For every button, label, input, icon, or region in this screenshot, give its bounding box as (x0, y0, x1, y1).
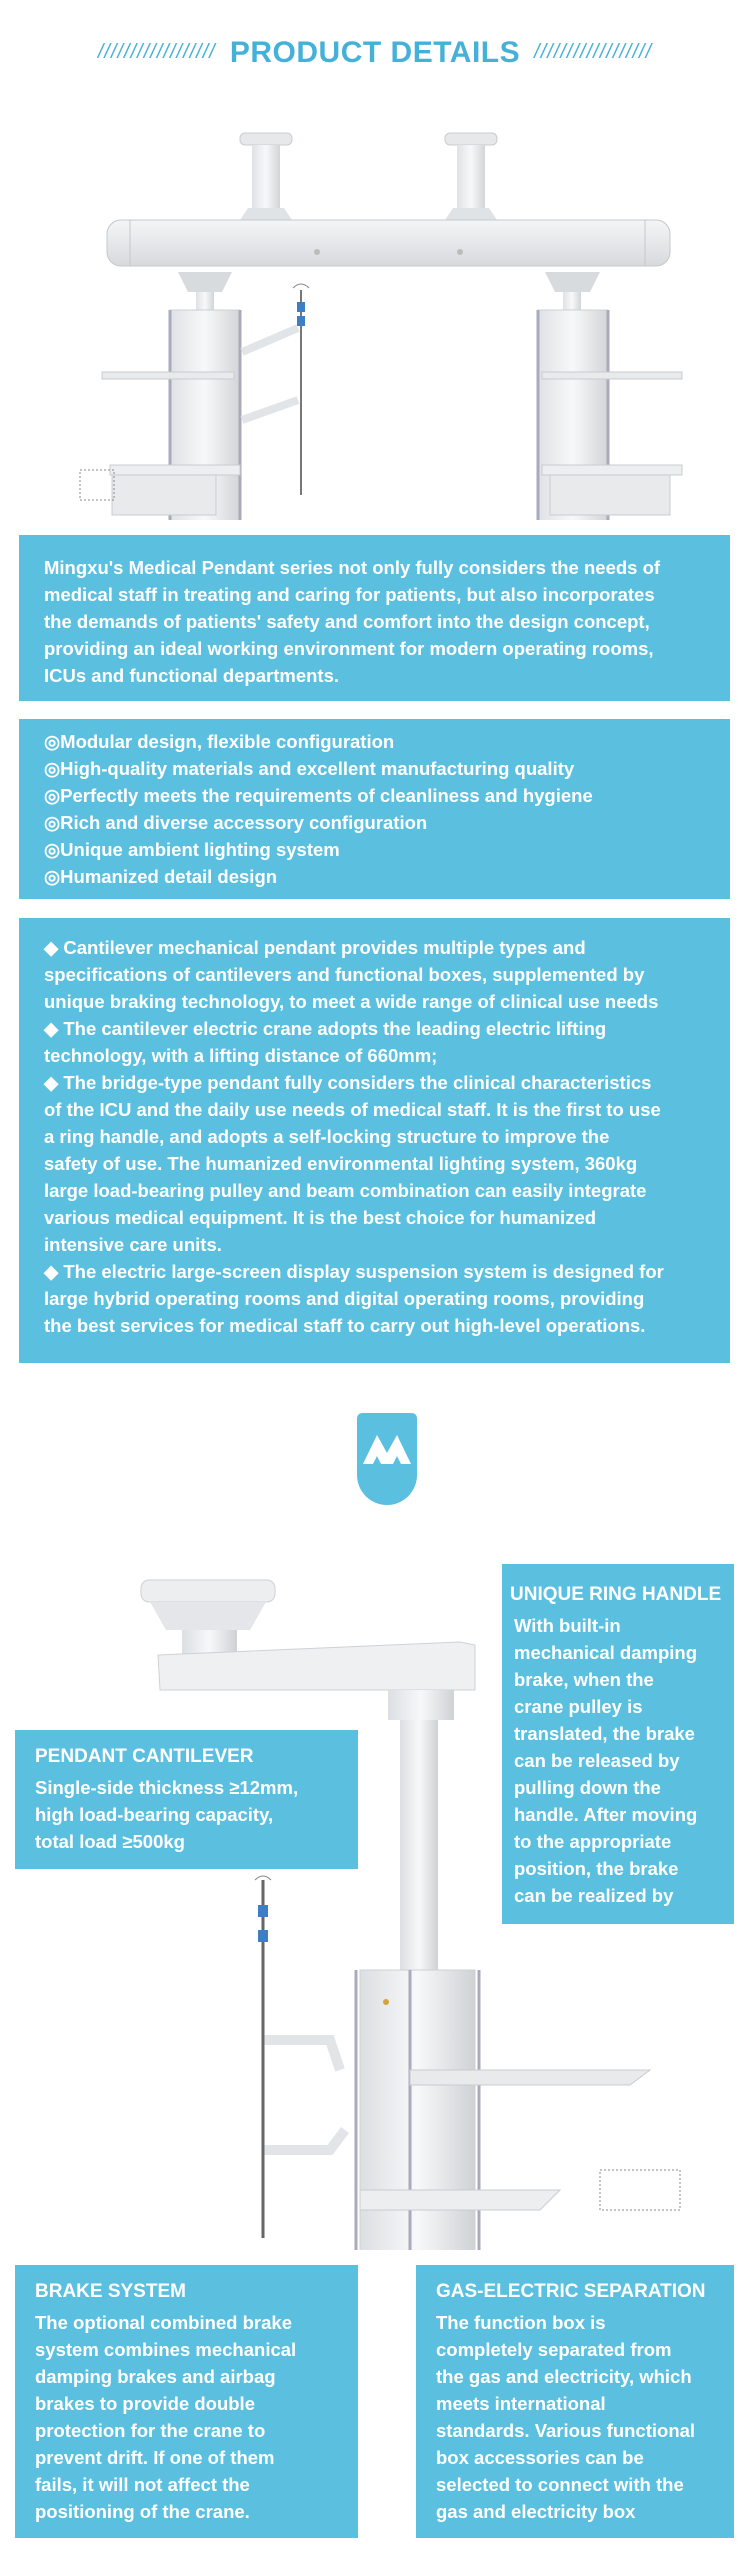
bullet-circle-icon: ◎ (44, 731, 61, 752)
callout-text-line: mechanical damping (514, 1642, 697, 1663)
bullet-circle-icon: ◎ (44, 839, 61, 860)
brake-system-callout (15, 2265, 358, 2538)
callout-text-line: the gas and electricity, which (436, 2366, 692, 2387)
description-line: various medical equipment. It is the best choice for humanized (44, 1207, 597, 1228)
callout-text-line: With built-in (514, 1615, 621, 1636)
callout-text-line: to the appropriate (514, 1831, 672, 1852)
callout-text-line: protection for the crane to (35, 2420, 266, 2441)
brand-logo-icon (357, 1413, 417, 1505)
description-line: of the ICU and the daily use needs of medical staff. It is the first to use (44, 1099, 661, 1120)
callout-text-line: brake, when the (514, 1669, 654, 1690)
callout-text-line: damping brakes and airbag (35, 2366, 276, 2387)
bridge-pendant-image (0, 120, 750, 520)
section-title-text: PRODUCT DETAILS (229, 36, 521, 69)
gas-electric-callout (416, 2265, 734, 2538)
callout-text-line: high load-bearing capacity, (35, 1804, 274, 1825)
description-line: intensive care units. (44, 1234, 222, 1255)
ring-handle-callout (502, 1564, 734, 1924)
callout-text-line: box accessories can be (436, 2447, 644, 2468)
description-line: large load-bearing pulley and beam combination can easily integrate (44, 1180, 647, 1201)
callout-title: GAS-ELECTRIC SEPARATION (436, 2281, 706, 2302)
callout-text-line: completely separated from (436, 2339, 672, 2360)
description-line: the best services for medical staff to carry out high-level operations. (44, 1315, 646, 1336)
callout-text-line: pulling down the (514, 1777, 661, 1798)
callout-text-line: position, the brake (514, 1858, 679, 1879)
callout-title: PENDANT CANTILEVER (35, 1746, 254, 1767)
intro-line: providing an ideal working environment for modern operating rooms, (44, 638, 654, 659)
callout-text-line: can be released by (514, 1750, 680, 1771)
callout-text-line: can be realized by (514, 1885, 674, 1906)
bullet-circle-icon: ◎ (44, 866, 61, 887)
bullet-circle-icon: ◎ (44, 758, 61, 779)
description-line: technology, with a lifting distance of 660mm; (44, 1045, 438, 1066)
callout-text-line: standards. Various functional (436, 2420, 696, 2441)
intro-line: Mingxu's Medical Pendant series not only fully considers the needs of (44, 557, 661, 578)
callout-text-line: prevent drift. If one of them (35, 2447, 275, 2468)
callout-text-line: selected to connect with the (436, 2474, 684, 2495)
feature-item: ◎Perfectly meets the requirements of cleanliness and hygiene (44, 785, 593, 806)
description-line: ◆ The electric large-screen display suspension system is designed for (44, 1261, 664, 1282)
callout-text-line: fails, it will not affect the (35, 2474, 250, 2495)
bullet-circle-icon: ◎ (44, 812, 61, 833)
feature-item: ◎Unique ambient lighting system (44, 839, 340, 860)
description-line: ◆ The cantilever electric crane adopts the leading electric lifting (44, 1018, 607, 1039)
features-box (19, 719, 730, 899)
cantilever-callout (15, 1730, 358, 1869)
section-title (0, 36, 750, 70)
description-line: specifications of cantilevers and functional boxes, supplemented by (44, 964, 645, 985)
callout-title: UNIQUE RING HANDLE (510, 1584, 722, 1605)
bullet-circle-icon: ◎ (44, 785, 61, 806)
descriptions-box (19, 918, 730, 1363)
feature-item: ◎Rich and diverse accessory configuration (44, 812, 428, 833)
callout-text-line: handle. After moving (514, 1804, 698, 1825)
callout-title: BRAKE SYSTEM (35, 2281, 186, 2302)
title-decoration-left: ////////////////// (97, 41, 216, 63)
callout-text-line: brakes to provide double (35, 2393, 255, 2414)
callout-text-line: translated, the brake (514, 1723, 695, 1744)
callout-text-line: positioning of the crane. (35, 2501, 250, 2522)
description-line: large hybrid operating rooms and digital operating rooms, providing (44, 1288, 645, 1309)
intro-line: medical staff in treating and caring for patients, but also incorporates (44, 584, 655, 605)
description-line: ◆ The bridge-type pendant fully considers the clinical characteristics (44, 1072, 652, 1093)
callout-text-line: Single-side thickness ≥12mm, (35, 1777, 299, 1798)
description-line: safety of use. The humanized environmental lighting system, 360kg (44, 1153, 638, 1174)
feature-item: ◎Humanized detail design (44, 866, 278, 887)
callout-text-line: total load ≥500kg (35, 1831, 185, 1852)
callout-text-line: system combines mechanical (35, 2339, 297, 2360)
callout-text-line: meets international (436, 2393, 606, 2414)
description-line: ◆ Cantilever mechanical pendant provides multiple types and (44, 937, 586, 958)
feature-item: ◎High-quality materials and excellent manufacturing quality (44, 758, 575, 779)
callout-text-line: The function box is (436, 2312, 606, 2333)
intro-line: the demands of patients' safety and comfort into the design concept, (44, 611, 650, 632)
callout-text-line: crane pulley is (514, 1696, 643, 1717)
callout-text-line: The optional combined brake (35, 2312, 292, 2333)
intro-box (19, 535, 730, 701)
title-decoration-right: ////////////////// (534, 41, 653, 63)
feature-item: ◎Modular design, flexible configuration (44, 731, 395, 752)
intro-line: ICUs and functional departments. (44, 665, 340, 686)
description-line: a ring handle, and adopts a self-locking structure to improve the (44, 1126, 610, 1147)
callout-text-line: gas and electricity box (436, 2501, 636, 2522)
description-line: unique braking technology, to meet a wide range of clinical use needs (44, 991, 659, 1012)
